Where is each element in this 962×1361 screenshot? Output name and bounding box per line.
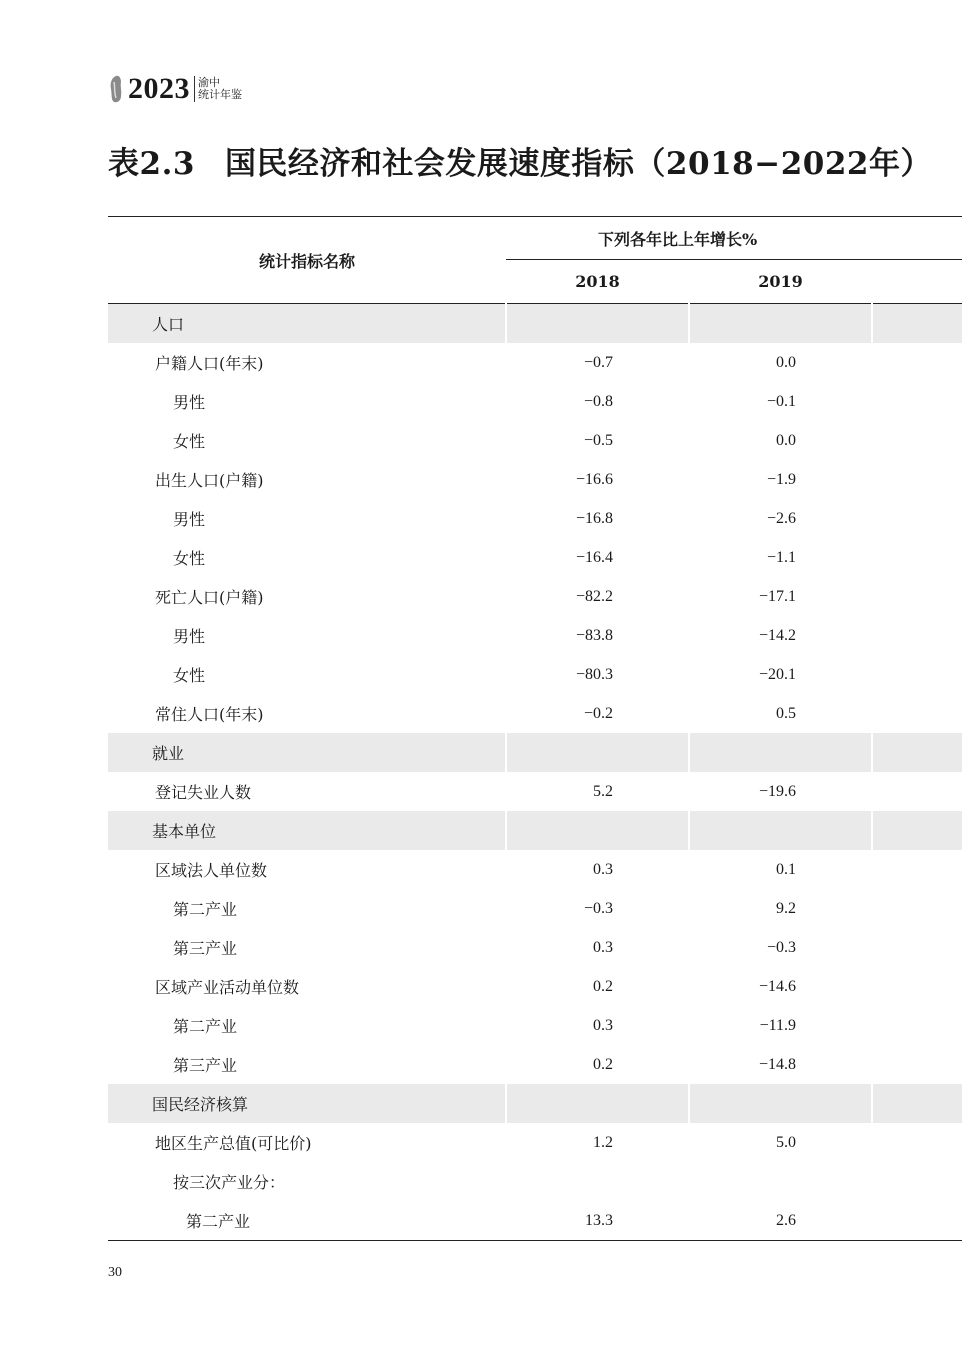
value-blank: [872, 811, 962, 850]
value-2018: −16.6: [575, 470, 613, 488]
indicator-name: 第二产业: [173, 900, 238, 919]
indicator-name: 女性: [173, 666, 206, 685]
indicator-name: 区域法人单位数: [155, 861, 268, 880]
value-blank: [872, 850, 962, 889]
value-blank: [872, 382, 962, 421]
indicator-name: 登记失业人数: [155, 783, 252, 802]
yearbook-logo-icon: [108, 74, 124, 104]
table-row: [108, 1045, 962, 1084]
section-label: 国民经济核算: [108, 1084, 506, 1123]
value-blank: [872, 655, 962, 694]
indicator-name: 第二产业: [173, 1017, 238, 1036]
table-row: [108, 421, 962, 460]
section-label: 基本单位: [108, 811, 506, 850]
value-2019: 0.5: [776, 704, 796, 722]
value-2019: −14.8: [758, 1055, 796, 1073]
value-blank: [872, 772, 962, 811]
value-2019: [689, 1084, 872, 1123]
value-blank: [872, 889, 962, 928]
value-2018: 1.2: [593, 1133, 613, 1151]
value-2019: −2.6: [766, 509, 796, 527]
value-blank: [872, 1045, 962, 1084]
value-2018: [506, 811, 689, 850]
value-2018: 5.2: [593, 782, 613, 800]
table-row: [108, 460, 962, 499]
value-2019: −14.6: [758, 977, 796, 995]
value-blank: [872, 1201, 962, 1241]
indicator-name: 死亡人口(户籍): [155, 588, 264, 607]
column-header-blank: [872, 260, 962, 304]
value-2019: −11.9: [759, 1016, 796, 1034]
value-blank: [872, 499, 962, 538]
value-2019: [689, 304, 872, 344]
value-2019: 9.2: [776, 899, 796, 917]
table-row: [108, 1123, 962, 1162]
value-2018: 13.3: [506, 1201, 689, 1241]
column-header-indicator: 统计指标名称: [108, 217, 506, 304]
yearbook-year: 2023: [128, 72, 190, 105]
value-2019: −19.6: [758, 782, 796, 800]
value-2018: −0.2: [583, 704, 613, 722]
table-row: [108, 967, 962, 1006]
table-row: [108, 343, 962, 382]
value-2019: 0.0: [776, 431, 796, 449]
section-label: 就业: [108, 733, 506, 772]
value-blank: [872, 1162, 962, 1201]
value-2018: [506, 1084, 689, 1123]
value-2018: [506, 733, 689, 772]
value-blank: [872, 733, 962, 772]
value-2018: [506, 304, 689, 344]
indicator-name: 男性: [173, 627, 206, 646]
value-2018: −16.4: [575, 548, 613, 566]
value-2019: −0.1: [766, 392, 796, 410]
value-2018: 0.3: [593, 860, 613, 878]
value-blank: [872, 577, 962, 616]
value-2018: −16.8: [575, 509, 613, 527]
table-row: [108, 577, 962, 616]
value-2019: 2.6: [689, 1201, 872, 1241]
value-2019: −14.2: [758, 626, 796, 644]
value-2019: −0.3: [766, 938, 796, 956]
yearbook-publication: [194, 76, 242, 102]
value-blank: [872, 1006, 962, 1045]
page-number: 30: [108, 1265, 122, 1280]
value-2018: −0.8: [583, 392, 613, 410]
value-blank: [872, 928, 962, 967]
table-row: [108, 772, 962, 811]
table-row: [108, 694, 962, 733]
column-header-group: 下列各年比上年增长%: [506, 217, 962, 260]
value-2019: [689, 811, 872, 850]
value-blank: [872, 304, 962, 344]
section-row: [108, 811, 962, 850]
value-blank: [872, 967, 962, 1006]
indicator-name: 出生人口(户籍): [155, 471, 264, 490]
value-blank: [872, 421, 962, 460]
table-row: [108, 1201, 962, 1241]
table-row: [108, 1162, 962, 1201]
value-blank: [872, 460, 962, 499]
value-blank: [872, 538, 962, 577]
indicator-name: 女性: [173, 549, 206, 568]
section-row: [108, 304, 962, 344]
column-header-year: 2019: [689, 260, 872, 304]
value-2019: −17.1: [758, 587, 796, 605]
table-row: [108, 616, 962, 655]
value-2018: −83.8: [575, 626, 613, 644]
table-row: [108, 655, 962, 694]
value-2018: 0.2: [593, 977, 613, 995]
indicator-name: 区域产业活动单位数: [155, 978, 300, 997]
value-2019: −1.1: [766, 548, 796, 566]
value-blank: [872, 1084, 962, 1123]
value-blank: [872, 1123, 962, 1162]
value-2019: 5.0: [776, 1133, 796, 1151]
section-row: [108, 733, 962, 772]
table-row: [108, 850, 962, 889]
value-2018: −82.2: [575, 587, 613, 605]
value-blank: [872, 616, 962, 655]
statistics-table: [108, 216, 962, 1241]
section-row: [108, 1084, 962, 1123]
value-2018: −80.3: [575, 665, 613, 683]
table-body: [108, 304, 962, 1241]
indicator-name: 地区生产总值(可比价): [155, 1134, 312, 1153]
publication-line-1: 渝中: [198, 76, 220, 89]
section-label: 人口: [108, 304, 506, 344]
indicator-name: 女性: [173, 432, 206, 451]
value-2018: 0.3: [593, 1016, 613, 1034]
value-2018: [506, 1162, 689, 1201]
value-2019: [689, 1162, 872, 1201]
value-2018: −0.7: [583, 353, 613, 371]
value-blank: [872, 343, 962, 382]
table-row: [108, 499, 962, 538]
value-2018: −0.5: [583, 431, 613, 449]
indicator-name: 男性: [173, 510, 206, 529]
publication-line-2: 统计年鉴: [198, 88, 242, 101]
value-2018: 0.3: [593, 938, 613, 956]
table-row: [108, 1006, 962, 1045]
value-blank: [872, 694, 962, 733]
value-2018: 0.2: [593, 1055, 613, 1073]
value-2019: −1.9: [766, 470, 796, 488]
indicator-name: 户籍人口(年末): [155, 354, 264, 373]
indicator-name: 常住人口(年末): [155, 705, 264, 724]
value-2019: [689, 733, 872, 772]
indicator-name: 第二产业: [108, 1201, 506, 1241]
value-2018: −0.3: [583, 899, 613, 917]
table-number: 表2.3: [108, 146, 195, 182]
indicator-name: 按三次产业分：: [173, 1173, 286, 1192]
table-row: [108, 382, 962, 421]
column-header-year: 2018: [506, 260, 689, 304]
indicator-name: 第三产业: [173, 1056, 238, 1075]
value-2019: 0.0: [776, 353, 796, 371]
value-2019: 0.1: [776, 860, 796, 878]
yearbook-header: [108, 72, 242, 106]
indicator-name: 男性: [173, 393, 206, 412]
table-title: [108, 138, 932, 183]
value-2019: −20.1: [758, 665, 796, 683]
table-row: [108, 889, 962, 928]
table-row: [108, 928, 962, 967]
table-row: [108, 538, 962, 577]
table-title-text: 国民经济和社会发展速度指标（2018−2022年）: [224, 146, 932, 182]
indicator-name: 第三产业: [173, 939, 238, 958]
